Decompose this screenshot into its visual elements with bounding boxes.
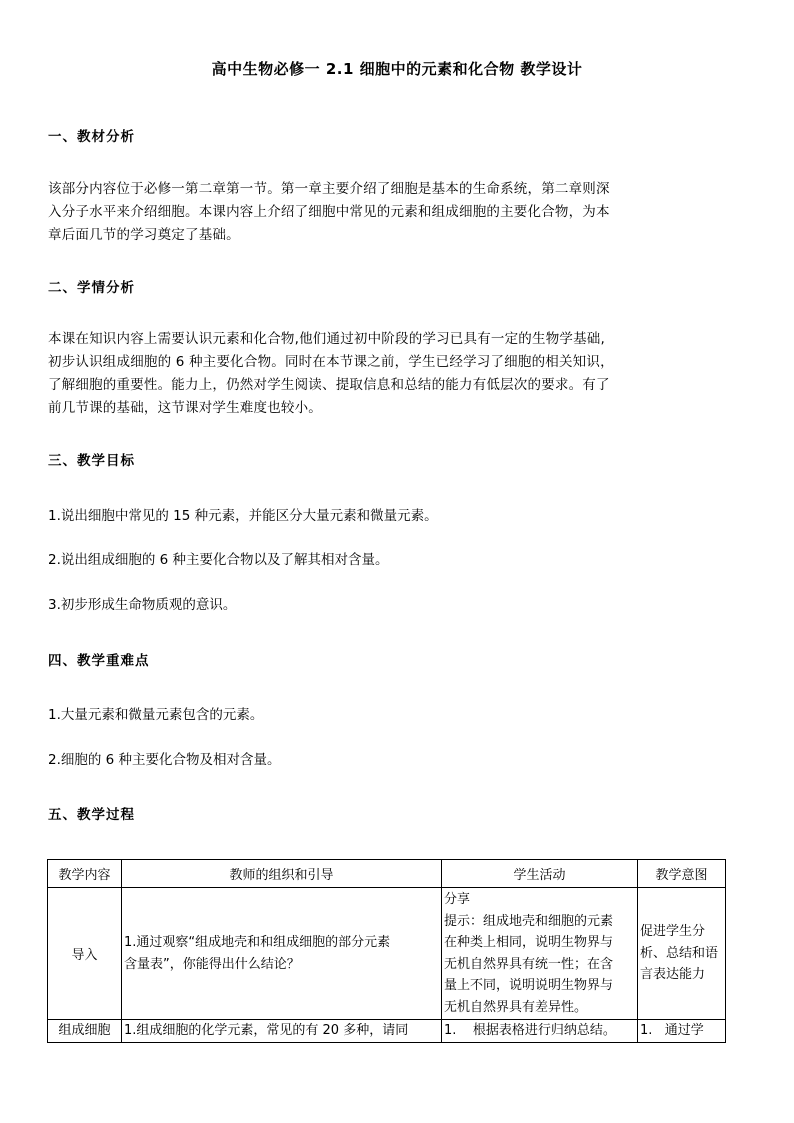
cell-teacher-intro [122,888,442,1020]
section-heading-key-points: 四、教学重难点 [48,653,150,669]
header-cell-teacher: 教师的组织和引导 [122,860,442,888]
cell-line: 促进学生分 [640,924,706,940]
paragraph-line: 本课在知识内容上需要认识元素和化合物,他们通过初中阶段的学习已具有一定的生物学基础, [48,331,605,347]
teaching-process-table [47,859,726,1043]
key-point-item-2: 2.细胞的 6 种主要化合物及相对含量。 [48,752,281,768]
paragraph-line: 章后面几节的学习奠定了基础。 [48,227,240,243]
cell-student-intro [442,888,638,1020]
header-cell-intent: 教学意图 [638,860,726,888]
cell-line: 析、总结和语 [640,945,719,961]
header-cell-content: 教学内容 [48,860,122,888]
goal-item-2: 2.说出组成细胞的 6 种主要化合物以及了解其相对含量。 [48,552,389,568]
paragraph-line: 初步认识组成细胞的 6 种主要化合物。同时在本节课之前，学生已经学习了细胞的相关知识， [48,354,614,370]
paragraph-student-analysis [48,328,748,420]
paragraph-line: 前几节课的基础，这节课对学生难度也较小。 [48,400,322,416]
paragraph-line: 入分子水平来介绍细胞。本课内容上介绍了细胞中常见的元素和组成细胞的主要化合物，为本 [48,204,610,220]
paragraph-textbook-analysis [48,178,748,247]
cell-content-intro: 导入 [48,888,122,1020]
section-heading-teaching-process: 五、教学过程 [48,807,135,823]
header-cell-student: 学生活动 [442,860,638,888]
cell-intent-intro [638,888,726,1020]
table-row [48,1020,726,1043]
cell-content-elements: 组成细胞 [48,1020,122,1043]
cell-line: 提示：组成地壳和细胞的元素 [444,913,614,929]
cell-line: 言表达能力 [640,967,706,983]
cell-line: 无机自然界具有统一性；在含 [444,956,614,972]
key-point-item-1: 1.大量元素和微量元素包含的元素。 [48,707,264,723]
document-title: 高中生物必修一 2.1 细胞中的元素和化合物 教学设计 [211,60,583,78]
cell-student-elements: 1. 根据表格进行归纳总结。 [442,1020,638,1043]
paragraph-line: 该部分内容位于必修一第二章第一节。第一章主要介绍了细胞是基本的生命系统，第二章则深 [48,181,610,197]
cell-line: 含量表”，你能得出什么结论？ [124,956,300,972]
goal-item-3: 3.初步形成生命物质观的意识。 [48,597,237,613]
cell-intent-elements: 1. 通过学 [638,1020,726,1043]
table-header-row [48,860,726,888]
table-row [48,888,726,1020]
cell-line: 无机自然界具有差异性。 [444,999,588,1015]
cell-line: 1.通过观察“组成地壳和和组成细胞的部分元素 [124,935,391,950]
cell-teacher-elements: 1.组成细胞的化学元素，常见的有 20 多种，请同 [122,1020,442,1043]
cell-line: 在种类上相同，说明生物界与 [444,935,614,950]
section-heading-teaching-goals: 三、教学目标 [48,453,135,469]
cell-line: 量上不同，说明说明生物界与 [444,978,614,993]
cell-line: 分享 [444,892,471,907]
goal-item-1: 1.说出细胞中常见的 15 种元素，并能区分大量元素和微量元素。 [48,508,438,524]
section-heading-textbook-analysis: 一、教材分析 [48,129,135,145]
paragraph-line: 了解细胞的重要性。能力上，仍然对学生阅读、提取信息和总结的能力有低层次的要求。有了 [48,377,610,393]
section-heading-student-analysis: 二、学情分析 [48,280,135,296]
